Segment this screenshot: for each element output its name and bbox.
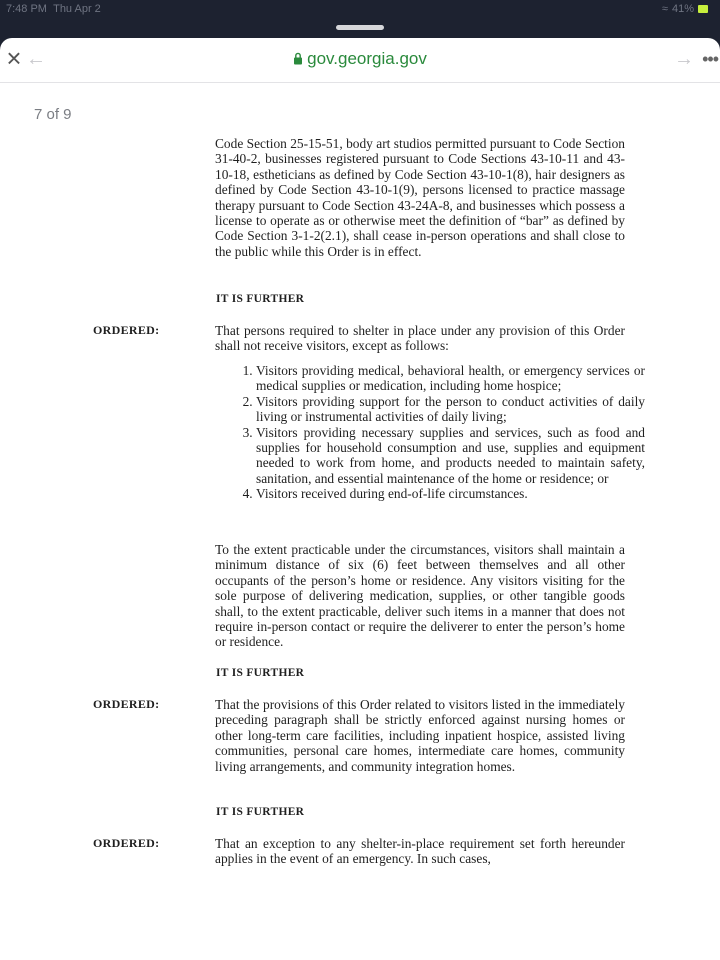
label-ordered: ORDERED: (93, 697, 160, 711)
back-icon[interactable]: ← (26, 48, 46, 70)
status-bar (0, 0, 720, 22)
heading-it-is-further: IT IS FURTHER (216, 806, 305, 818)
more-icon[interactable]: ••• (702, 49, 718, 69)
close-icon[interactable]: × (6, 43, 22, 73)
list-item: 1. Visitors providing medical, behavioral health, or emergency services or medical supplies or medication, including home hospice; (256, 363, 645, 394)
heading-it-is-further: IT IS FURTHER (216, 667, 305, 679)
pdf-document (0, 130, 720, 960)
label-ordered: ORDERED: (93, 323, 160, 337)
battery-percent: 41% (671, 3, 694, 15)
browser-toolbar (0, 38, 720, 83)
status-time: 7:48 PM Thu Apr 2 (6, 3, 101, 15)
page-counter: 7 of 9 (34, 106, 72, 123)
sheet-grabber[interactable] (336, 25, 384, 30)
battery-icon (698, 5, 708, 13)
forward-icon[interactable]: → (674, 48, 694, 70)
heading-it-is-further: IT IS FURTHER (216, 293, 305, 305)
status-right (662, 3, 708, 15)
paragraph-intro: Code Section 25-15-51, body art studios permitted pursuant to Code Section 31-40-2, businesses registered pursuant to Code Sections 43-10-11 and 43-10-18, estheticians as defined by Code Section 43-10-1(8), hair designers as defined by Code Section 43-10-1(9), persons licensed to practice massage therapy pursuant to Code Section 43-24A-8, and businesses which possess a license to operate as or otherwise meet the definition of “bar” as defined by Code Section 3-1-2(2.1), shall cease in-person operations and shall close to the public while this Order is in effect. (215, 136, 625, 259)
label-ordered: ORDERED: (93, 836, 160, 850)
paragraph-exception: That an exception to any shelter-in-place requirement set forth hereunder applies in the event of an emergency. In such cases, (215, 836, 625, 867)
visitor-exceptions-list (236, 363, 645, 502)
address-bar[interactable] (0, 49, 720, 70)
list-item: 2. Visitors providing support for the person to conduct activities of daily living or instrumental activities of daily living; (256, 394, 645, 425)
paragraph-facilities: That the provisions of this Order related to visitors listed in the immediately preceding paragraph shall be strictly enforced against nursing homes or other long-term care facilities, including inpatient hospice, assisted living communities, personal care homes, intermediate care homes, community living arrangements, and community integration homes. (215, 697, 625, 774)
browser-sheet (0, 38, 720, 960)
paragraph-visitors: That persons required to shelter in place under any provision of this Order shall not receive visitors, except as follows: (215, 323, 625, 354)
wifi-icon: ≈ (661, 3, 668, 15)
list-item: 3. Visitors providing necessary supplies and services, such as food and supplies for household consumption and use, supplies and equipment needed to work from home, and products needed to maintain safety, sanitation, and essential maintenance of the home or residence; or (256, 425, 645, 487)
lock-icon (293, 50, 303, 70)
paragraph-distance: To the extent practicable under the circumstances, visitors shall maintain a minimum distance of six (6) feet between themselves and all other occupants of the person’s home or residence. Any visitors visiting for the sole purpose of delivering medication, supplies, or other tangible goods shall, to the extent practicable, deliver such items in a manner that does not require in-person contact or require the deliverer to enter the person’s home or residence. (215, 542, 625, 650)
url-text: gov.georgia.gov (307, 49, 427, 68)
list-item: 4. Visitors received during end-of-life circumstances. (256, 486, 645, 501)
